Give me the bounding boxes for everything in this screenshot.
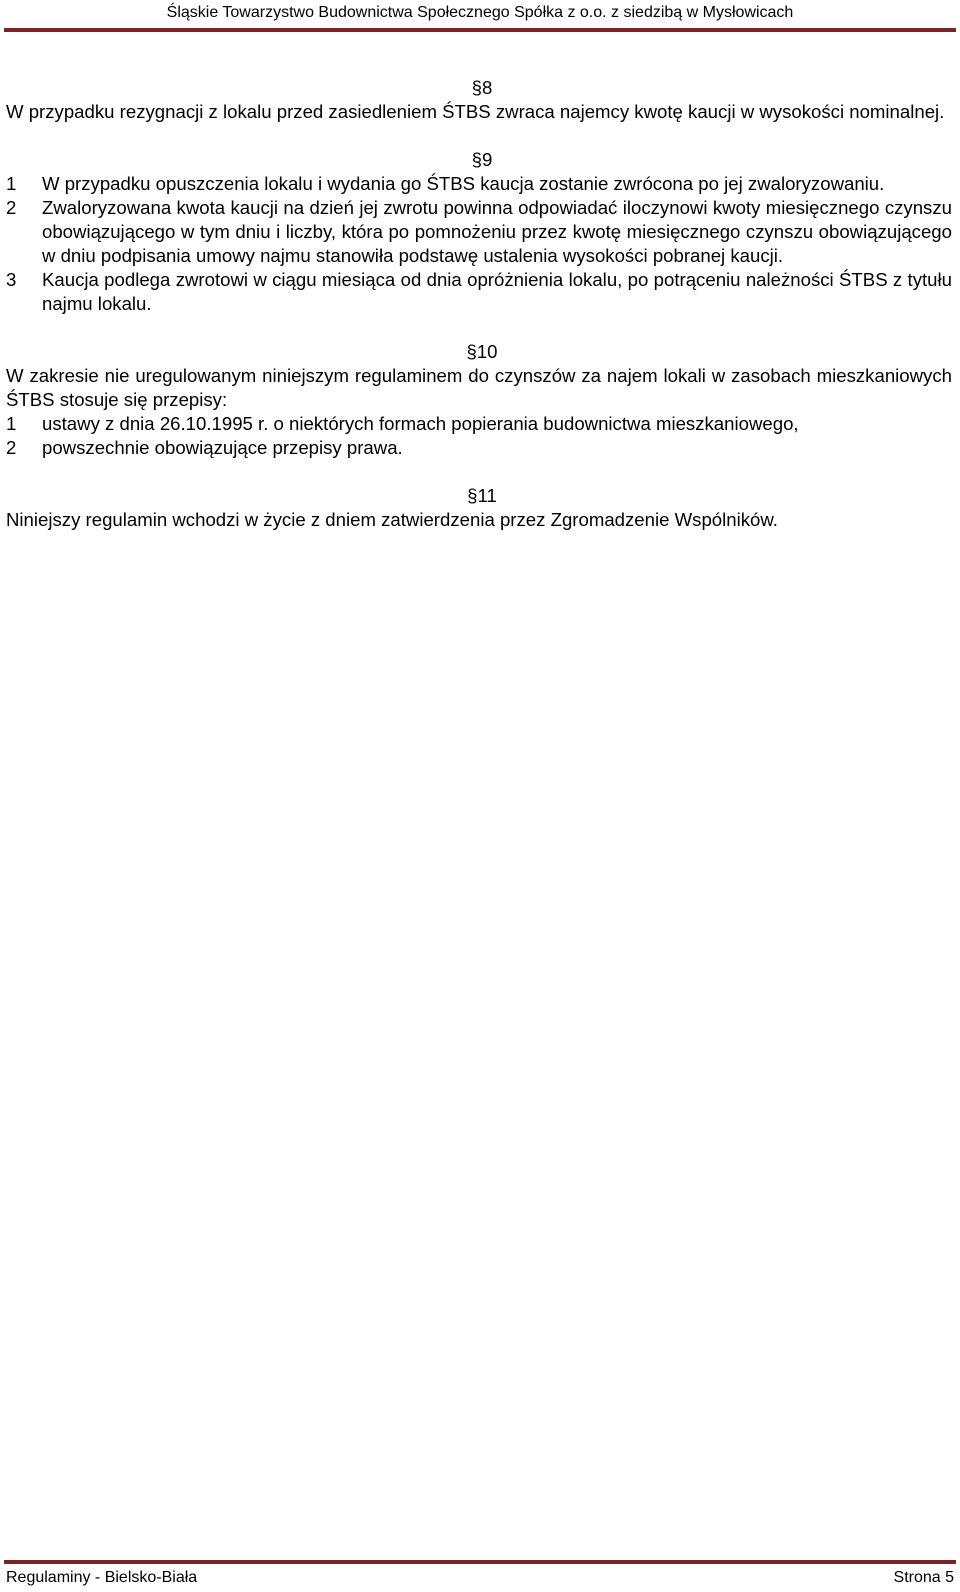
item-text: ustawy z dnia 26.10.1995 r. o niektórych formach popierania budownictwa mieszkaniowego, bbox=[42, 413, 799, 434]
footer-page-number: Strona 5 bbox=[893, 1569, 954, 1586]
section-10-item-2 bbox=[6, 436, 952, 460]
footer-rule bbox=[4, 1560, 956, 1564]
footer-document-name: Regulaminy - Bielsko-Biała bbox=[6, 1569, 198, 1586]
item-text: Kaucja podlega zwrotowi w ciągu miesiąca od dnia opróżnienia lokalu, po potrąceniu należności ŚTBS z tytułu najmu lokalu. bbox=[42, 269, 952, 314]
item-number: 3 bbox=[6, 269, 17, 290]
item-text: Zwaloryzowana kwota kaucji na dzień jej zwrotu powinna odpowiadać iloczynowi kwoty miesięcznego czynszu obowiązującego w tym dniu i liczby, która po pomnożeniu przez kwotę miesięcznego czynszu obowiązującego w dniu podpisania umowy najmu stanowiła podstawę ustalenia wysokości pobranej kaucji. bbox=[42, 197, 952, 266]
item-number: 2 bbox=[6, 197, 17, 218]
item-number: 1 bbox=[6, 413, 17, 434]
section-11-heading: §11 bbox=[467, 485, 497, 506]
section-9-heading: §9 bbox=[471, 149, 493, 170]
item-number: 2 bbox=[6, 437, 17, 458]
section-10-intro: W zakresie nie uregulowanym niniejszym regulaminem do czynszów za najem lokali w zasobach mieszkaniowych ŚTBS stosuje się przepisy: bbox=[6, 365, 952, 410]
document-body bbox=[6, 76, 952, 532]
item-text: W przypadku opuszczenia lokalu i wydania go ŚTBS kaucja zostanie zwrócona po jej zwaloryzowaniu. bbox=[42, 173, 885, 194]
section-9-item-3 bbox=[6, 268, 952, 316]
section-11-text: Niniejszy regulamin wchodzi w życie z dniem zatwierdzenia przez Zgromadzenie Wspólników. bbox=[6, 509, 778, 530]
header-rule bbox=[4, 28, 956, 32]
item-number: 1 bbox=[6, 173, 17, 194]
section-8-heading: §8 bbox=[471, 77, 493, 98]
section-9-item-2 bbox=[6, 196, 952, 268]
section-8-text: W przypadku rezygnacji z lokalu przed zasiedleniem ŚTBS zwraca najemcy kwotę kaucji w wysokości nominalnej. bbox=[6, 101, 945, 122]
section-9-item-1 bbox=[6, 172, 952, 196]
page-header: Śląskie Towarzystwo Budownictwa Społecznego Spółka z o.o. z siedzibą w Mysłowicach bbox=[166, 4, 794, 21]
section-10-item-1 bbox=[6, 412, 952, 436]
section-10-heading: §10 bbox=[466, 341, 498, 362]
item-text: powszechnie obowiązujące przepisy prawa. bbox=[42, 437, 403, 458]
